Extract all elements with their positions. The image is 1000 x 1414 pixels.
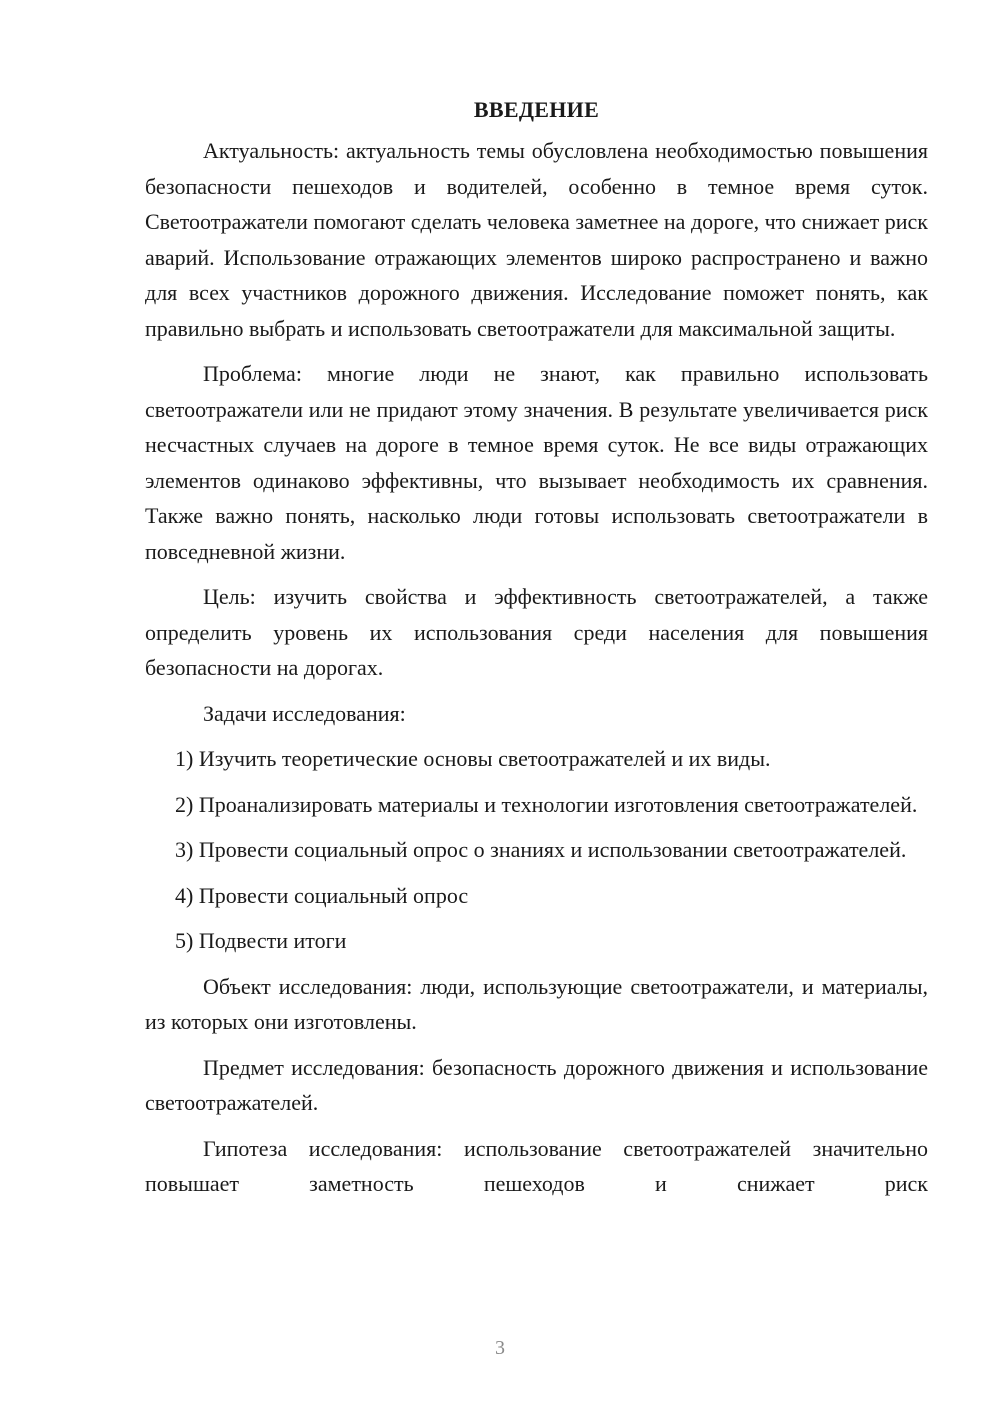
paragraph-object: Объект исследования: люди, использующие светоотражатели, и материалы, из которых они изготовлены. xyxy=(145,973,928,1034)
paragraph-relevance: Актуальность: актуальность темы обусловлена необходимостью повышения безопасности пешеходов и водителей, особенно в темное время суток. Светоотражатели помогают сделать человека заметнее на дороге, что снижает риск аварий. Использование отражающих элементов широко распространено и важно для всех участников дорожного движения. Исследование поможет понять, как правильно выбрать и использовать светоотражатели для максимальной защиты. xyxy=(145,138,928,341)
paragraph-goal: Цель: изучить свойства и эффективность светоотражателей, а также определить уровень их использования среди населения для повышения безопасности на дорогах. xyxy=(145,584,928,680)
task-item-4: 4) Провести социальный опрос xyxy=(175,882,469,908)
task-item-1: 1) Изучить теоретические основы светоотражателей и их виды. xyxy=(175,746,771,771)
paragraph-hypothesis: Гипотеза исследования: использование светоотражателей значительно повышает заметность пешеходов и снижает риск xyxy=(145,1135,928,1196)
section-title: ВВЕДЕНИЕ xyxy=(473,97,600,122)
page-content xyxy=(145,95,928,1202)
task-item-5: 5) Подвести итоги xyxy=(175,928,347,953)
paragraph-subject: Предмет исследования: безопасность дорожного движения и использование светоотражателей. xyxy=(145,1054,928,1115)
paragraph-problem: Проблема: многие люди не знают, как правильно использовать светоотражатели или не придают этому значения. В результате увеличивается риск несчастных случаев на дороге в темное время суток. Не все виды отражающих элементов одинаково эффективны, что вызывает необходимость их сравнения. Также важно понять, насколько люди готовы использовать светоотражатели в повседневной жизни. xyxy=(145,361,928,564)
task-item-3: 3) Провести социальный опрос о знаниях и использовании светоотражателей. xyxy=(175,837,907,862)
task-item-2: 2) Проанализировать материалы и технологии изготовления светоотражателей. xyxy=(175,791,918,817)
page-number: 3 xyxy=(495,1337,505,1359)
tasks-heading: Задачи исследования: xyxy=(203,700,406,726)
